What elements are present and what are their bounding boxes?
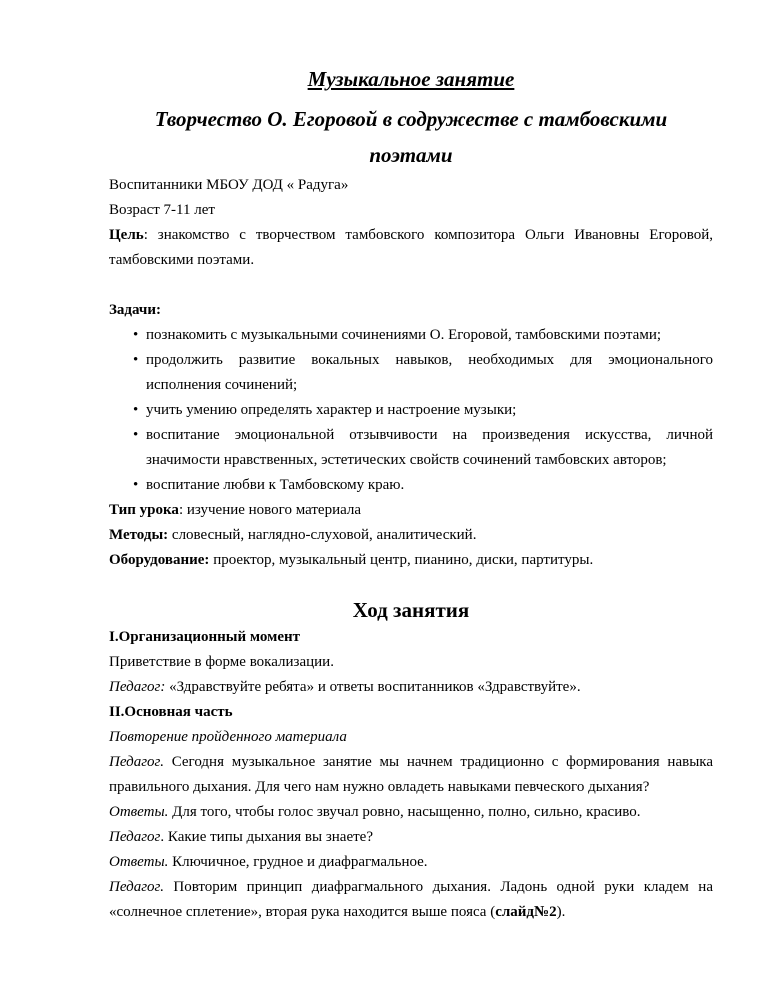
speaker-label: Ответы.: [109, 804, 169, 820]
answer-line: [109, 850, 713, 875]
teacher-line: [109, 875, 713, 900]
speaker-label: Педагог:: [109, 679, 166, 695]
document-subtitle-line1: Творчество О. Егоровой в содружестве с тамбовскими: [154, 107, 668, 131]
bullet-icon: •: [133, 327, 139, 343]
task-text: учить умению определять характер и настроение музыки;: [146, 402, 517, 418]
task-item-continued: исполнения сочинений;: [146, 377, 298, 393]
speech-text: Для того, чтобы голос звучал ровно, насыщенно, полно, сильно, красиво.: [168, 804, 641, 820]
section1-title: I.Организационный момент: [109, 629, 301, 645]
goal-line: [109, 223, 713, 248]
teacher-line-continued: [109, 900, 713, 925]
goal-text: : знакомство с творчеством тамбовского композитора Ольги Ивановны Егоровой,: [143, 227, 713, 243]
task-item: [109, 348, 713, 373]
review-line: Повторение пройденного материала: [109, 729, 347, 745]
bullet-icon: •: [133, 402, 139, 418]
slide-reference: слайд№2: [495, 904, 557, 920]
equipment-line: [109, 548, 713, 573]
greeting-line: Приветствие в форме вокализации.: [109, 654, 334, 670]
bullet-icon: •: [133, 352, 139, 368]
section-heading: Ход занятия: [352, 598, 470, 622]
speaker-label: Педагог: [109, 829, 161, 845]
speech-text: «Здравствуйте ребята» и ответы воспитанников «Здравствуйте».: [165, 679, 581, 695]
age-line: Возраст 7-11 лет: [109, 202, 215, 218]
section2-title: II.Основная часть: [109, 704, 233, 720]
teacher-line: [109, 825, 713, 850]
speech-text: ).: [556, 904, 566, 920]
task-text: воспитание эмоциональной отзывчивости на произведения искусства, личной: [146, 427, 713, 443]
task-item: [109, 323, 713, 348]
teacher-line: [109, 750, 713, 775]
answer-line: [109, 800, 713, 825]
speech-text: «солнечное сплетение», вторая рука находится выше пояса (: [109, 904, 496, 920]
document-page: [109, 66, 713, 925]
document-subtitle-line2: поэтами: [369, 143, 453, 167]
speech-text: . Какие типы дыхания вы знаете?: [160, 829, 373, 845]
lesson-type-label: Тип урока: [109, 502, 179, 518]
document-title: Музыкальное занятие: [307, 67, 515, 91]
speech-text: Повторим принцип диафрагмального дыхания. Ладонь одной руки кладем на: [163, 879, 713, 895]
task-text: познакомить с музыкальными сочинениями О. Егоровой, тамбовскими поэтами;: [146, 327, 662, 343]
task-text: продолжить развитие вокальных навыков, необходимых для эмоционального: [146, 352, 713, 368]
task-item-continued: значимости нравственных, эстетических свойств сочинений тамбовских авторов;: [146, 452, 667, 468]
speech-text: Сегодня музыкальное занятие мы начнем традиционно с формирования навыка: [163, 754, 713, 770]
task-item: [109, 473, 713, 498]
goal-line-continued: тамбовскими поэтами.: [109, 252, 255, 268]
pupils-line: Воспитанники МБОУ ДОД « Радуга»: [109, 177, 349, 193]
lesson-type-line: [109, 498, 713, 523]
teacher-line: [109, 675, 713, 700]
methods-label: Методы:: [109, 527, 169, 543]
bullet-icon: •: [133, 477, 139, 493]
equipment-label: Оборудование:: [109, 552, 210, 568]
speaker-label: Педагог.: [109, 754, 164, 770]
task-text: воспитание любви к Тамбовскому краю.: [146, 477, 405, 493]
speech-text: Ключичное, грудное и диафрагмальное.: [168, 854, 428, 870]
methods-text: словесный, наглядно-слуховой, аналитический.: [168, 527, 477, 543]
equipment-text: проектор, музыкальный центр, пианино, диски, партитуры.: [209, 552, 594, 568]
bullet-icon: •: [133, 427, 139, 443]
speaker-label: Педагог.: [109, 879, 164, 895]
speaker-label: Ответы.: [109, 854, 169, 870]
teacher-line-continued: правильного дыхания. Для чего нам нужно овладеть навыками певческого дыхания?: [109, 779, 650, 795]
tasks-label: Задачи:: [109, 302, 162, 318]
methods-line: [109, 523, 713, 548]
task-item: [109, 423, 713, 448]
task-item: [109, 398, 713, 423]
goal-label: Цель: [109, 227, 144, 243]
lesson-type-text: : изучение нового материала: [178, 502, 362, 518]
